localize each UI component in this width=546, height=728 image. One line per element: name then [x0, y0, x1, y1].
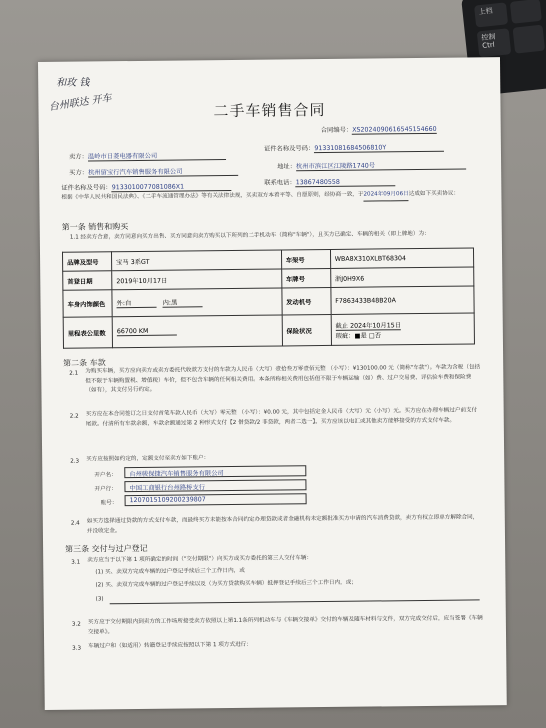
- mileage-label: 里程表公里数: [63, 317, 112, 349]
- buyer-row: [69, 166, 238, 178]
- color-interior: 内:黑: [162, 297, 202, 307]
- seller-id-row: [264, 142, 444, 154]
- color-value: [112, 288, 282, 317]
- article-2-2: 买方应在本合同签订之日支付首笔车款人民币（大写）零元整 （小写）：¥0.00 元，其中包括定金人民币（大写）元（小写）元。买方应在办理车辆过户前支付尾款。付清所有车款余额，车款余额通过第 2 种形式支付【2 借贷款/2 非贷款，两者二选一】。买方应该以电汇或其他卖方能够接受的方式支付车款。: [85, 407, 478, 428]
- vehicle-table: [62, 247, 475, 348]
- clause-number: 2.2: [69, 413, 79, 420]
- address-row: [277, 160, 466, 172]
- phone-label: 联系电话：: [264, 179, 296, 187]
- article-3-3: 车辆过户和（如适用）转籍登记手续应按照以下第 1 项方式进行：: [88, 641, 252, 650]
- article-1-1: 1.1 经卖方合意，卖方同意向买方出售、买方同意向卖方购买以下所列的二手机动车（简称"车辆"），且买方已确定、车辆的相关（即上牌地）为：: [69, 230, 430, 241]
- contract-paper: [38, 57, 507, 710]
- account-no-label: 账号：: [100, 500, 118, 507]
- article-2-title: 第二条 车款: [63, 358, 106, 368]
- account-name-value: 台州骏保捷汽车销售服务有限公司: [129, 470, 224, 479]
- handwriting-note: 台州联达 开车: [48, 92, 113, 114]
- buyer-id-row: [61, 181, 231, 193]
- seller-label: 卖方：: [68, 153, 88, 161]
- reg-date-label: 首登日期: [63, 271, 112, 291]
- clause-number: 3.2: [71, 621, 81, 628]
- color-exterior: 外:白: [116, 298, 156, 308]
- article-3-title: 第三条 交付与过户登记: [65, 543, 148, 554]
- contract-no: [321, 124, 437, 135]
- contract-no-label: 合同编号：: [320, 126, 353, 135]
- article-3-1: 卖方应当于以下第 1 项所确定的时间（"交付期限"）向买方或买方委托的第三人交付车辆：: [87, 555, 313, 564]
- preamble-text: 根据《中华人民共和国民法典》、《二手车流通管理办法》等有关法律法规，买卖双方本着平等、自愿原则，经协商一致，于: [61, 191, 364, 201]
- preamble-date: 月06日: [390, 190, 408, 201]
- keyboard-key: [513, 25, 546, 54]
- contract-no-value: XS2024090616545154660: [352, 125, 437, 134]
- table-row: [63, 313, 474, 348]
- insurance-value: [331, 313, 475, 345]
- address-value: 杭州市滨江区江陵路1740号: [296, 160, 466, 172]
- plate-label: 车牌号: [281, 268, 330, 288]
- brand-label: 品牌及型号: [62, 252, 111, 272]
- buyer-value: 杭州留宝行汽车销售服务有限公司: [88, 166, 238, 178]
- buyer-label: 买方：: [69, 169, 89, 177]
- article-2-4: 如买方选择通过贷款的方式支付车款，而最终买方未能按本合同约定办理贷款或者金融机构未定额批准买方申请的汽车消费贷款，卖方有权立即单方解除合同，并没收定金。: [86, 514, 479, 535]
- clause-number: 3.3: [72, 645, 82, 652]
- seller-value: 温岭市日菱电器有限公司: [88, 150, 226, 161]
- clause-number: 2.1: [69, 370, 79, 377]
- ctrl-key: 控制 Ctrl: [477, 28, 512, 57]
- vin-value: WBA8X310XLBT68304: [330, 248, 473, 268]
- preamble-date: 2024年09: [363, 190, 390, 201]
- account-no-value: 1207015109200239807: [129, 496, 206, 505]
- article-3-1-option-1: (1) 买、卖双方完成车辆的过户登记手续后三个工作日内，或: [95, 567, 245, 576]
- clause-number: 2.3: [70, 458, 80, 465]
- article-1-title: 第一条 销售和购买: [61, 222, 129, 232]
- clause-number: 3.1: [71, 559, 81, 566]
- insurance-date: 截止 2024年10月15日: [335, 321, 402, 330]
- color-label: 车身内饰颜色: [63, 290, 112, 318]
- table-row: [63, 286, 474, 317]
- account-name-label: 开户名：: [94, 472, 117, 479]
- account-bank-value: 中国工商银行台州路桥支行: [129, 484, 206, 493]
- insurance-label: 保险状况: [282, 314, 331, 346]
- seller-row: [69, 150, 226, 162]
- engine-label: 发动机号: [282, 287, 331, 315]
- article-2-3: 买方应按照如约定的，定额支付至卖方如下账户：: [86, 455, 210, 463]
- account-no-box: [125, 493, 307, 506]
- article-3-1-option-3: (3): [95, 596, 104, 603]
- keyboard-key: [510, 0, 542, 24]
- phone-row: [264, 176, 396, 187]
- engine-value: F7863433B48B20A: [331, 286, 475, 314]
- handwriting-note: 和玫 钱: [56, 77, 90, 89]
- phone-value: 13867480558: [296, 178, 396, 187]
- preamble-text: 达成如下买卖协议：: [408, 190, 460, 198]
- buyer-id-label: 证件名称及号码：: [61, 184, 112, 192]
- article-2-1: 为购买车辆，买方应向卖方或卖方委托代收款方支付的车款为人民币（大写）壹拾叁万零壹佰元整 （小写）：¥130100.00 元（简称"车款"）。车款为含税（包括但不限于车辆购置税、增值税）车价，但不包含车辆的任何相关费用。本条所称相关费用包括但不限于车辆运输（如）费、过户交易费、评估验车费和保险费（如有），其支付另行约定。: [85, 364, 481, 394]
- seller-id-label: 证件名称及号码：: [263, 145, 315, 153]
- mileage-number: 66700 KM: [117, 328, 177, 337]
- vin-label: 车架号: [281, 249, 330, 269]
- shift-key: 上档: [474, 2, 508, 27]
- mileage-value: [112, 315, 282, 348]
- brand-value: 宝马 3系GT: [111, 250, 281, 271]
- account-name-box: [124, 465, 306, 478]
- defect-options: 瑕疵：■是 □否: [335, 331, 382, 340]
- seller-id-value: 91331081684506810Y: [314, 144, 444, 153]
- address-label: 地址：: [277, 163, 297, 171]
- article-3-1-option-2: (2) 买、卖双方完成车辆的过户登记手续以及（为买方贷款购买车辆）抵押登记手续后三个工作日内，或；: [95, 579, 357, 589]
- reg-date-value: 2019年10月17日: [112, 269, 282, 290]
- plate-value: 浙J0H9X6: [330, 267, 473, 287]
- article-3-2: 买方应于交付期限内到卖方的工作场所接受卖方依照以上第1.1条所列机动车与《车辆交接单》交付的车辆及随车材料与文件，双方完成交付后，应当签署《车辆交接单》。: [87, 615, 483, 636]
- clause-number: 2.4: [70, 520, 80, 527]
- blank-line: [110, 599, 480, 604]
- account-bank-label: 开户行：: [94, 486, 117, 493]
- contract-title: 二手车销售合同: [213, 100, 326, 121]
- account-bank-box: [124, 479, 306, 492]
- buyer-id-value: 91330100770810​86X1: [112, 183, 232, 192]
